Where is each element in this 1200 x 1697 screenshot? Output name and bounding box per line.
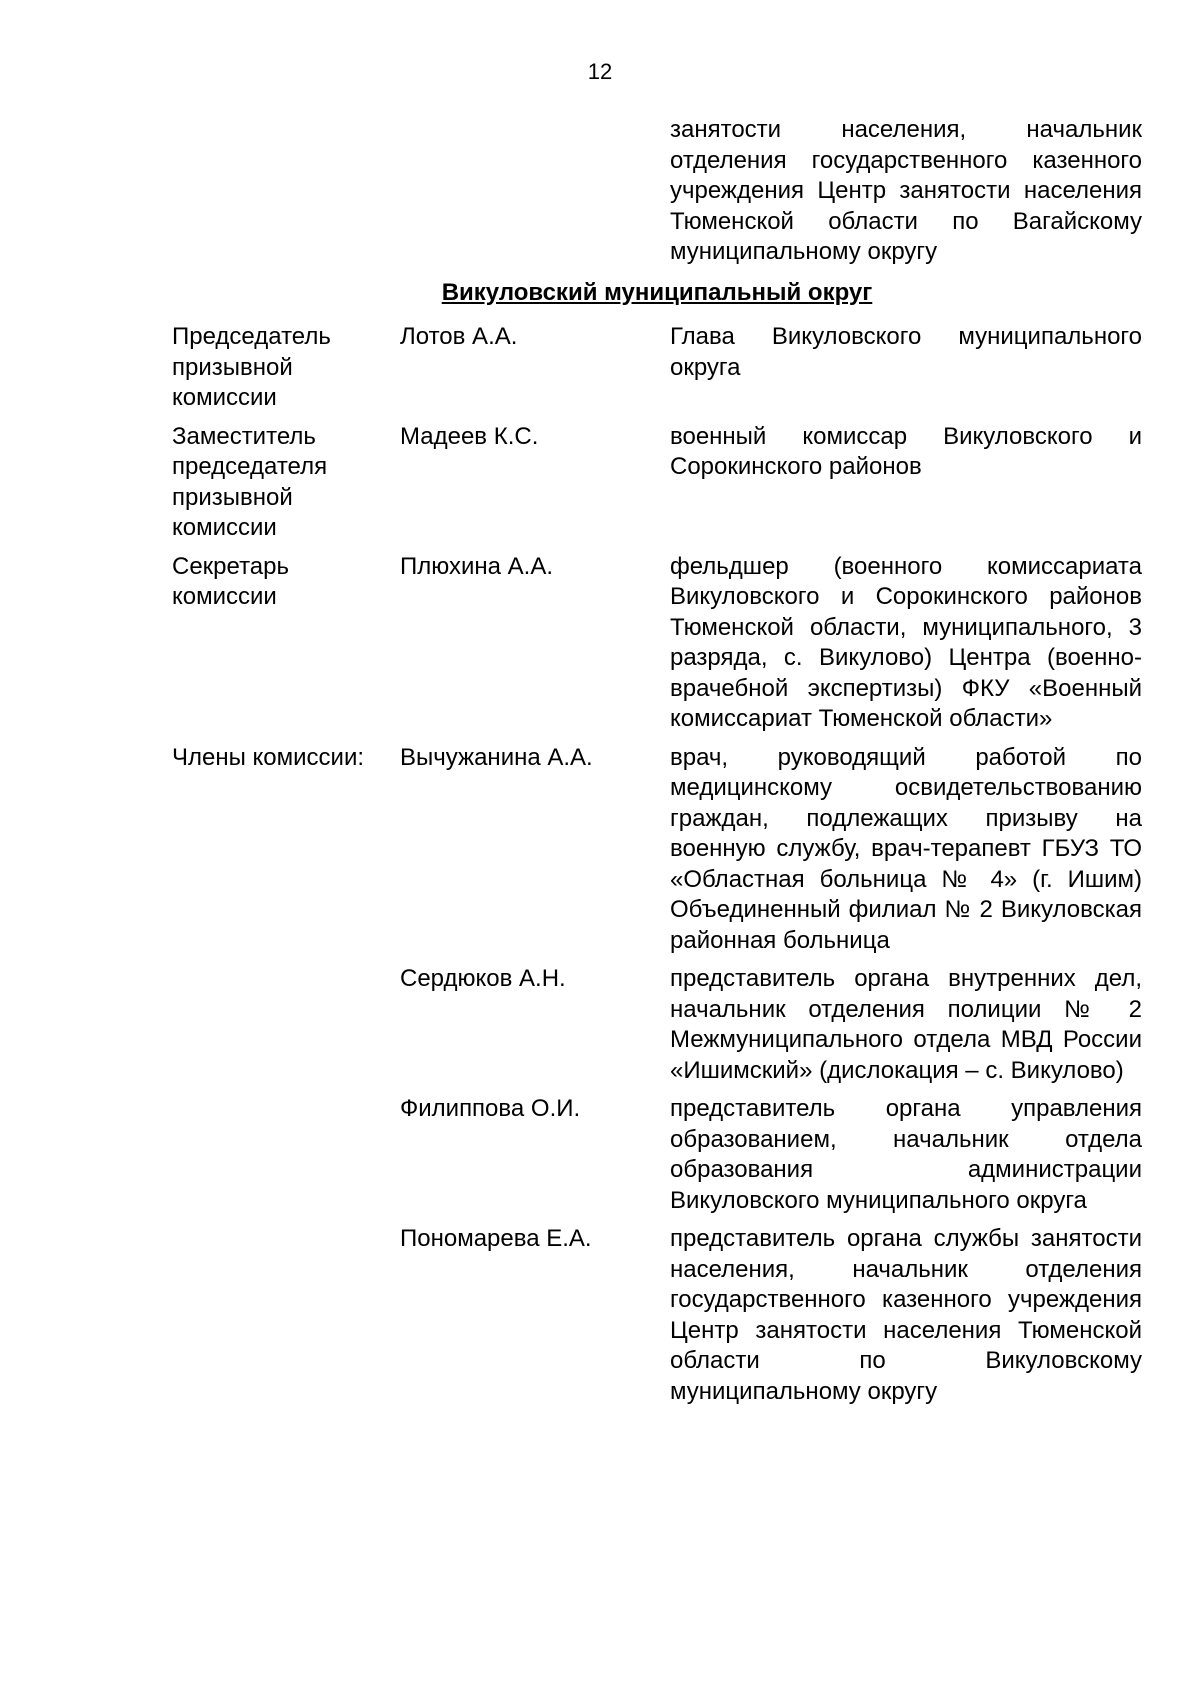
member-name: Сердюков А.Н. xyxy=(400,965,566,992)
member-name: Вычужанина А.А. xyxy=(400,743,593,771)
member-role: Председатель призывной комиссии xyxy=(172,323,331,411)
member-description: представитель органа службы занятости населения, начальник отделения государственного казенного учреждения Центр занятости населения Тюменской области по Викуловскому муниципальному округу xyxy=(670,1225,1142,1405)
commission-row xyxy=(172,552,1142,735)
member-description: фельдшер (военного комиссариата Викуловского и Сорокинского районов Тюменской области, муниципального, 3 разряда, с. Викулово) Центра (военно-врачебной экспертизы) ФКУ «Военный комиссариат Тюменской области» xyxy=(670,552,1142,732)
member-description: врач, руководящий работой по медицинскому освидетельствованию граждан, подлежащих призыву на военную службу, врач-терапевт ГБУЗ ТО «Областная больница № 4» (г. Ишим) Объединенный филиал № 2 Викуловская районная больница xyxy=(670,743,1142,954)
commission-row xyxy=(172,1224,1142,1407)
member-role: Секретарь комиссии xyxy=(172,552,289,610)
continuation-row xyxy=(172,115,1142,268)
member-role xyxy=(172,964,400,1086)
section-title: Викуловский муниципальный округ xyxy=(441,278,873,306)
commission-row xyxy=(172,322,1142,414)
member-name: Плюхина А.А. xyxy=(400,552,554,580)
continuation-description: занятости населения, начальник отделения государственного казенного учреждения Центр занятости населения Тюменской области по Вагайскому муниципальному округу xyxy=(670,116,1142,265)
commission-row xyxy=(172,964,1142,1086)
member-role xyxy=(172,1094,400,1216)
member-name: Филиппова О.И. xyxy=(400,1095,581,1122)
commission-row xyxy=(172,743,1142,957)
member-name: Лотов А.А. xyxy=(400,323,518,350)
member-description: представитель органа управления образованием, начальник отдела образования администрации Викуловского муниципального округа xyxy=(670,1095,1142,1214)
commission-row xyxy=(172,422,1142,544)
member-description: военный комиссар Викуловского и Сорокинского районов xyxy=(670,422,1142,480)
member-description: Глава Викуловского муниципального округа xyxy=(670,323,1142,381)
member-role xyxy=(172,1224,400,1407)
page-number: 12 xyxy=(587,59,613,84)
member-role: Заместитель председателя призывной комиссии xyxy=(172,422,328,541)
member-role: Члены комиссии: xyxy=(172,743,365,771)
member-description: представитель органа внутренних дел, начальник отделения полиции № 2 Межмуниципального отдела МВД России «Ишимский» (дислокация – с. Викулово) xyxy=(670,965,1142,1084)
commission-row xyxy=(172,1094,1142,1216)
member-name: Мадеев К.С. xyxy=(400,422,539,450)
document-body xyxy=(172,115,1142,1407)
member-name: Пономарева Е.А. xyxy=(400,1225,592,1252)
